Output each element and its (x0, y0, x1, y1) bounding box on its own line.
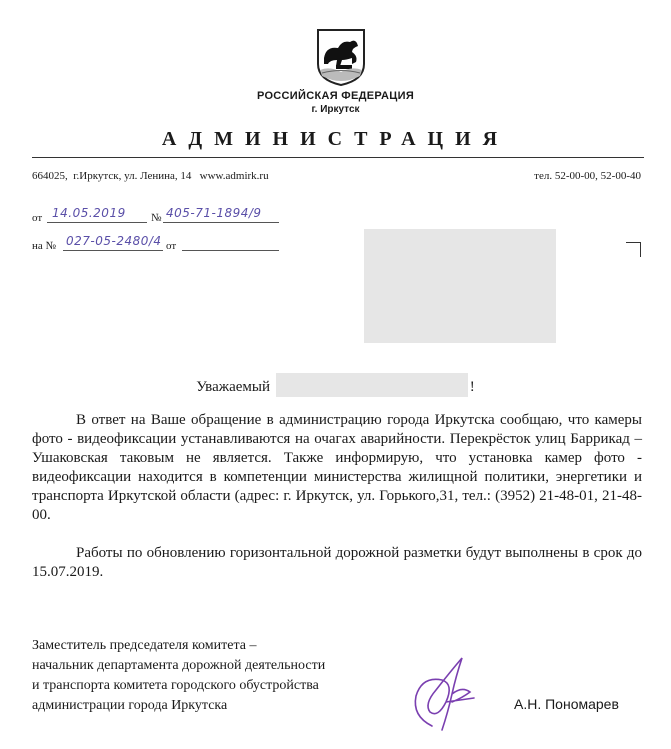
letter-date: 14.05.2019 (52, 206, 126, 220)
number-underline (163, 222, 279, 223)
signatory-title-line-2: начальник департамента дорожной деятельности (32, 658, 326, 673)
reply-from-label: от (166, 240, 177, 252)
signatory-title-line-1: Заместитель председателя комитета – (32, 638, 257, 653)
irkutsk-coat-of-arms-icon (316, 28, 366, 86)
date-underline (47, 222, 147, 223)
in-reply-label: на № (32, 240, 57, 252)
signatory-title-line-3: и транспорта комитета городского обустройства (32, 678, 319, 693)
administration-title: АДМИНИСТРАЦИЯ (161, 128, 510, 150)
phone-line: тел. 52-00-00, 52-00-40 (534, 170, 641, 182)
header-divider (32, 157, 644, 158)
number-label: № (151, 212, 162, 224)
letter-number: 405-71-1894/9 (166, 206, 262, 220)
city-heading: г. Иркутск (311, 104, 360, 115)
reply-number-underline (63, 250, 163, 251)
address-corner-mark (626, 242, 641, 257)
handwritten-signature-icon (402, 646, 482, 736)
from-label: от (32, 212, 43, 224)
address-line: 664025, г.Иркутск, ул. Ленина, 14 www.admirk.ru (32, 170, 269, 182)
signatory-name: А.Н. Пономарев (514, 696, 619, 712)
signatory-title-line-4: администрации города Иркутска (32, 698, 228, 713)
greeting (0, 373, 671, 397)
reply-date-underline (182, 250, 279, 251)
body-paragraph-1: В ответ на Ваше обращение в администрацию города Иркутска сообщаю, что камеры фото - видеофиксации устанавливаются на очагах аварийности. Перекрёсток улиц Баррикад – Ушаковская таковым не является. Также информирую, что установка камер фото - видеофиксации находится в компетенции министерства жилищной политики, энергетики и транспорта Иркутской области (адрес: г. Иркутск, ул. Горького,31, тел.: (3952) 21-48-01, 21-48-00. (32, 412, 642, 523)
body-paragraph-2: Работы по обновлению горизонтальной дорожной разметки будут выполнены в срок до 15.07.2019. (32, 545, 642, 580)
reply-number: 027-05-2480/4 (66, 234, 162, 248)
country-heading: РОССИЙСКАЯ ФЕДЕРАЦИЯ (256, 90, 415, 102)
recipient-address-redaction (364, 229, 556, 343)
greeting-prefix: Уважаемый (196, 379, 270, 395)
recipient-name-redaction (276, 373, 468, 397)
greeting-suffix: ! (469, 379, 475, 395)
